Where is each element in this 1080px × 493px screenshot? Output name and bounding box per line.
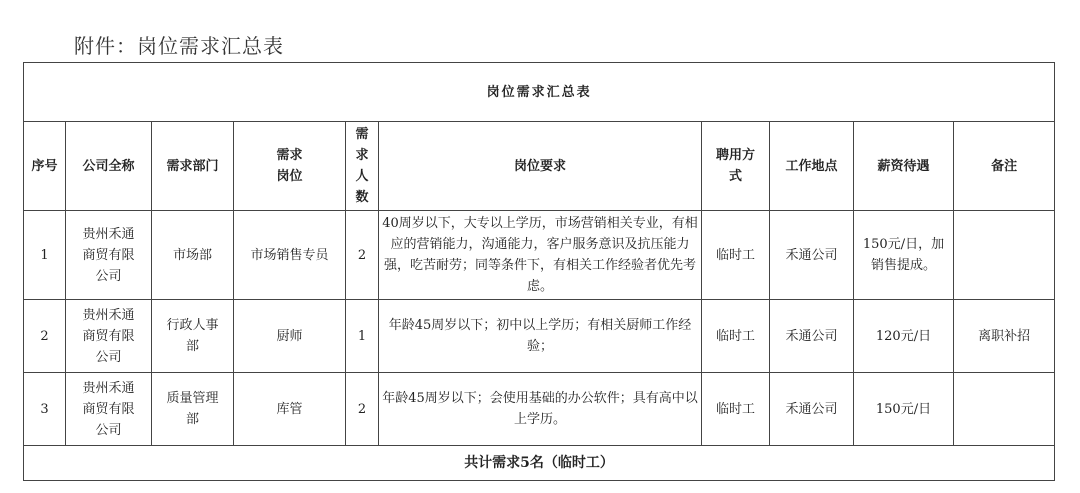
position-demand-table [23, 62, 1055, 481]
cell-salary: 150元/日 [854, 373, 954, 446]
cell-hire: 临时工 [702, 373, 770, 446]
header-seq: 序号 [24, 122, 66, 211]
cell-note [954, 211, 1055, 300]
cell-dept: 行政人事 部 [152, 300, 234, 373]
cell-salary: 120元/日 [854, 300, 954, 373]
cell-location: 禾通公司 [770, 211, 854, 300]
header-row [24, 122, 1055, 211]
cell-dept: 市场部 [152, 211, 234, 300]
header-hire: 聘用方 式 [702, 122, 770, 211]
total-text: 共计需求5名（临时工） [24, 446, 1055, 481]
table-title: 岗位需求汇总表 [24, 63, 1055, 122]
cell-note: 离职补招 [954, 300, 1055, 373]
table-row [24, 211, 1055, 300]
header-count: 需 求 人 数 [346, 122, 379, 211]
header-post: 需求 岗位 [234, 122, 346, 211]
cell-count: 1 [346, 300, 379, 373]
cell-hire: 临时工 [702, 211, 770, 300]
header-salary: 薪资待遇 [854, 122, 954, 211]
cell-post: 市场销售专员 [234, 211, 346, 300]
cell-requirements: 年龄45周岁以下；初中以上学历；有相关厨师工作经验； [379, 300, 702, 373]
cell-post: 库管 [234, 373, 346, 446]
table-row [24, 300, 1055, 373]
cell-requirements: 40周岁以下，大专以上学历，市场营销相关专业，有相应的营销能力，沟通能力，客户服务意识及抗压能力强，吃苦耐劳；同等条件下，有相关工作经验者优先考虑。 [379, 211, 702, 300]
cell-company: 贵州禾通 商贸有限 公司 [66, 373, 152, 446]
header-dept: 需求部门 [152, 122, 234, 211]
cell-seq: 2 [24, 300, 66, 373]
cell-company: 贵州禾通 商贸有限 公司 [66, 300, 152, 373]
header-requirements: 岗位要求 [379, 122, 702, 211]
cell-seq: 1 [24, 211, 66, 300]
header-note: 备注 [954, 122, 1055, 211]
total-row [24, 446, 1055, 481]
cell-hire: 临时工 [702, 300, 770, 373]
cell-location: 禾通公司 [770, 373, 854, 446]
cell-count: 2 [346, 373, 379, 446]
cell-location: 禾通公司 [770, 300, 854, 373]
cell-count: 2 [346, 211, 379, 300]
attachment-label: 附件：岗位需求汇总表 [74, 34, 284, 58]
cell-note [954, 373, 1055, 446]
cell-seq: 3 [24, 373, 66, 446]
cell-post: 厨师 [234, 300, 346, 373]
cell-salary: 150元/日，加销售提成。 [854, 211, 954, 300]
header-location: 工作地点 [770, 122, 854, 211]
table-row [24, 373, 1055, 446]
cell-dept: 质量管理 部 [152, 373, 234, 446]
cell-company: 贵州禾通 商贸有限 公司 [66, 211, 152, 300]
cell-requirements: 年龄45周岁以下；会使用基础的办公软件；具有高中以上学历。 [379, 373, 702, 446]
header-company: 公司全称 [66, 122, 152, 211]
